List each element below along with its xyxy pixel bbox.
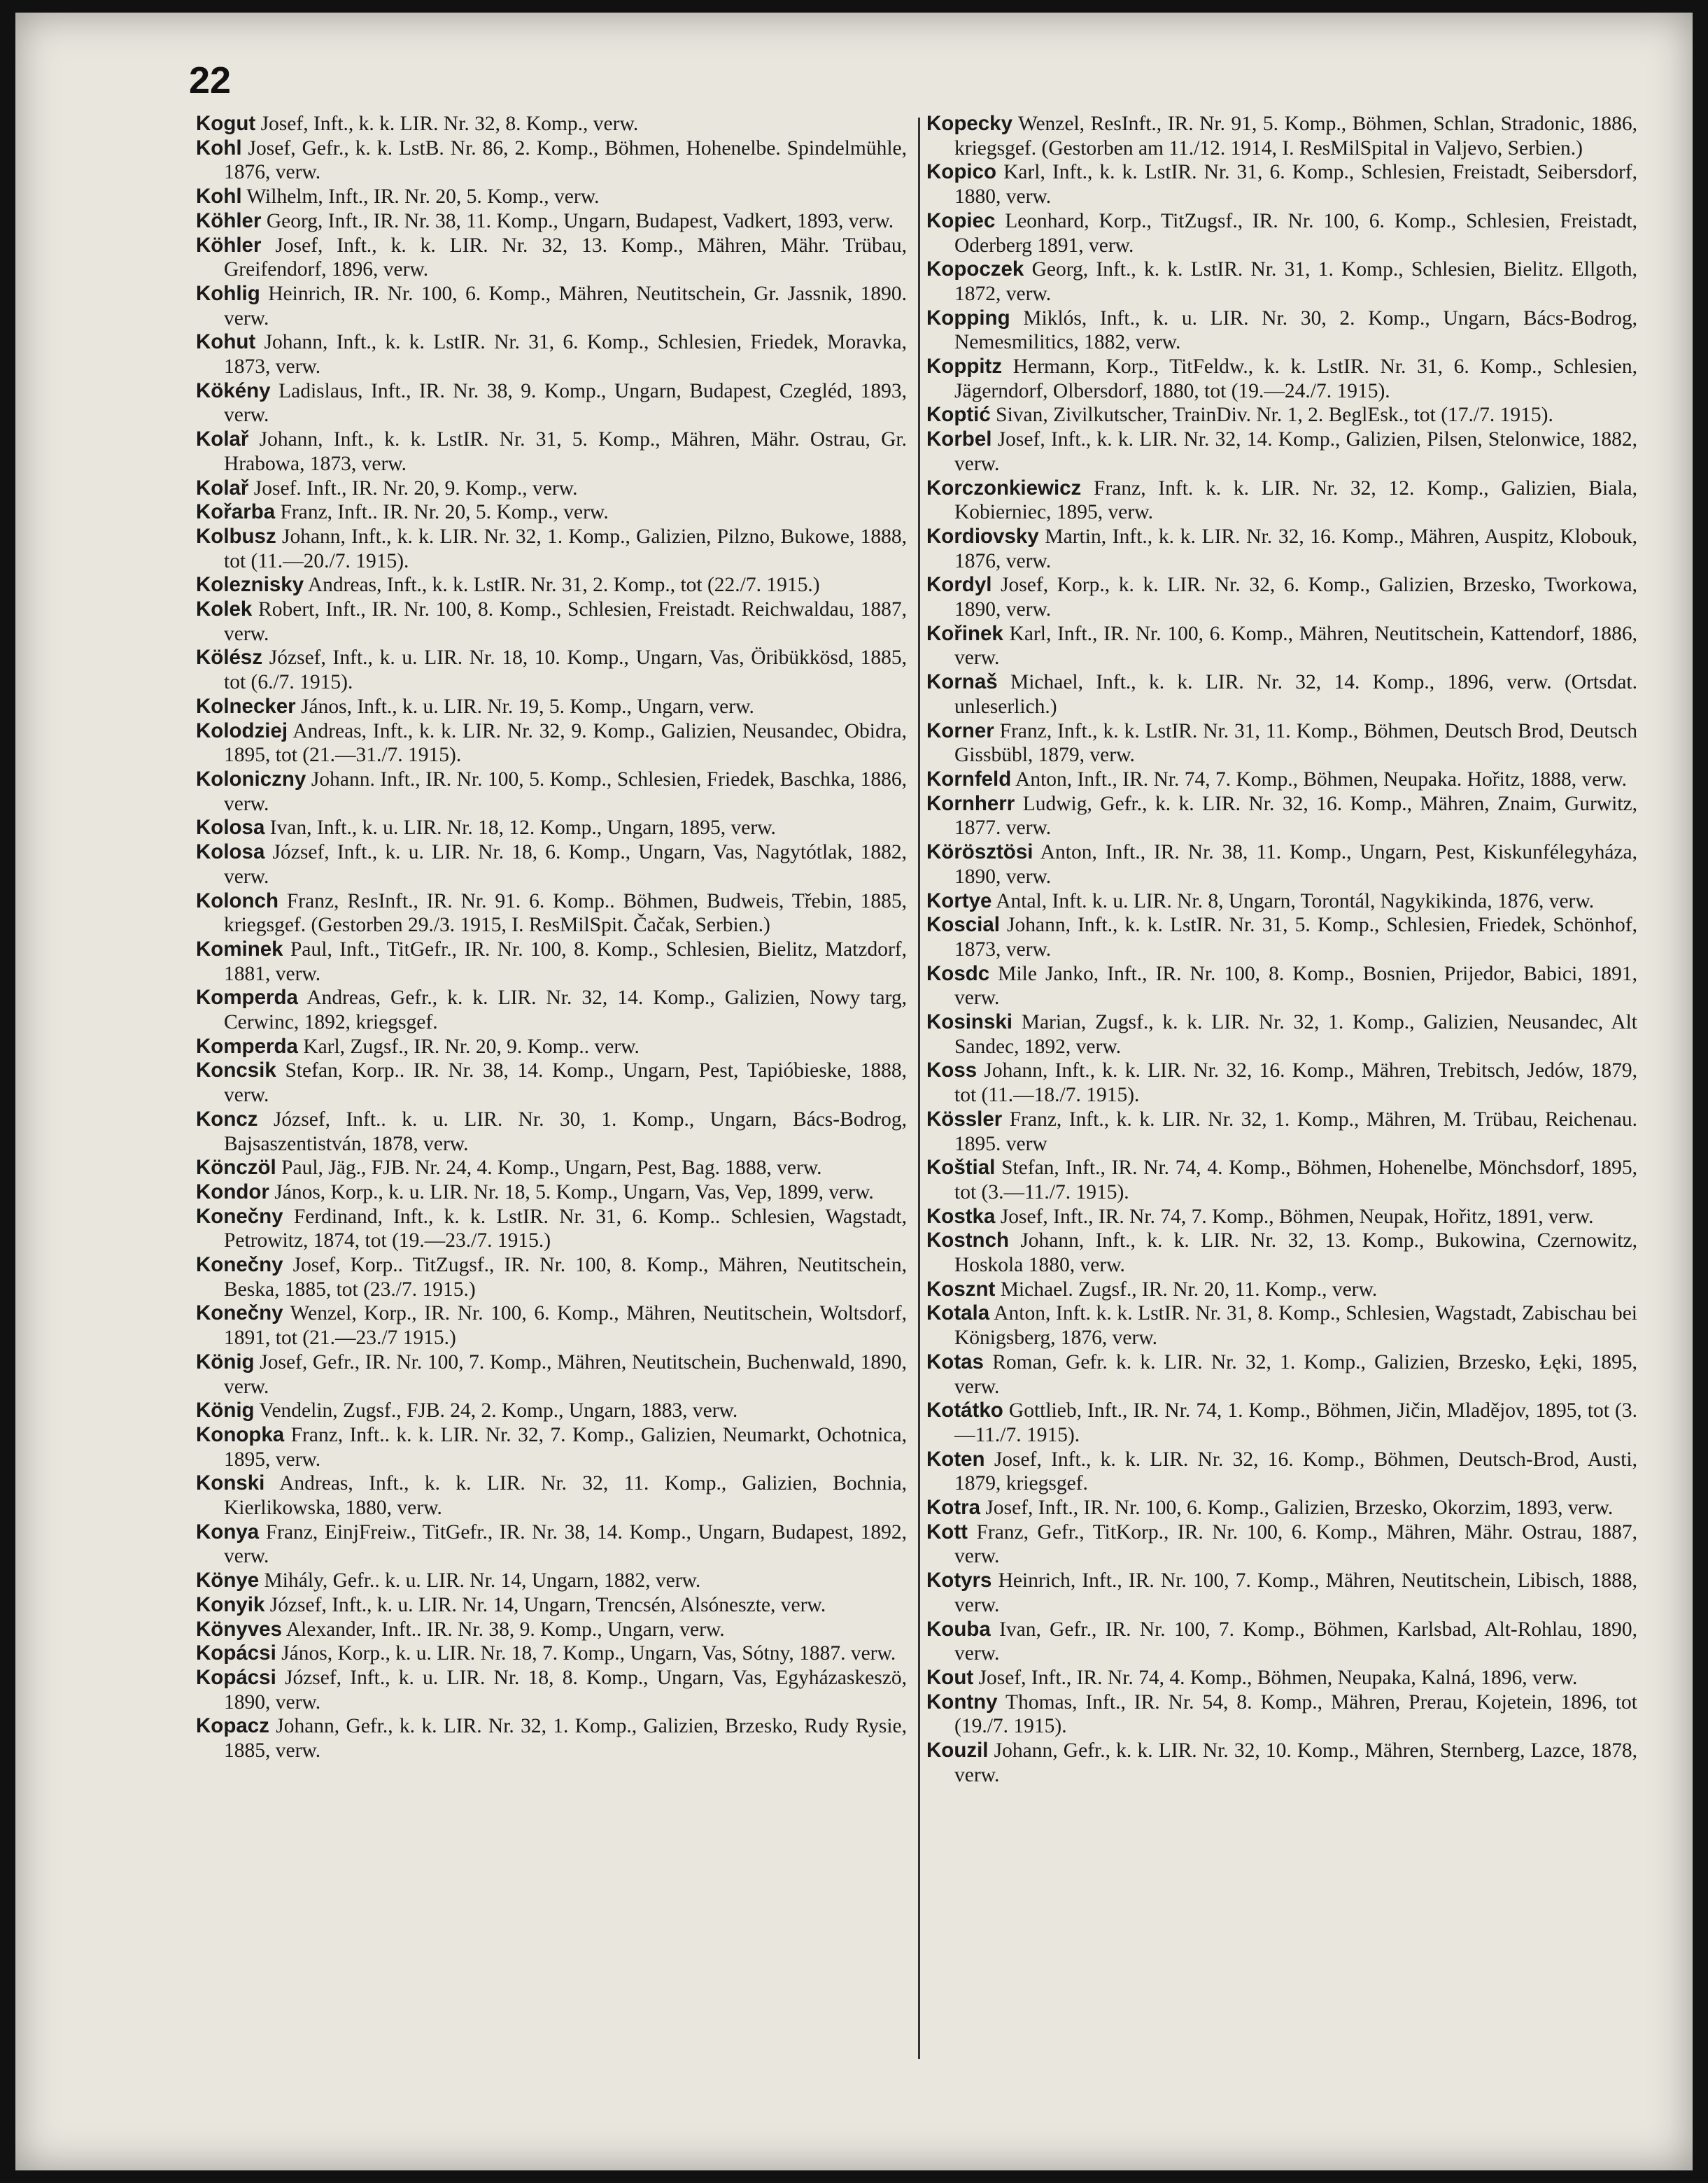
list-entry — [926, 525, 1637, 573]
entry-details: Josef, Korp.. TitZugsf., IR. Nr. 100, 8. Komp., Mähren, Neutitschein, Beska, 1885, tot (23./7. 1915.) — [224, 1254, 907, 1301]
entry-surname: Kopecky — [926, 112, 1012, 135]
entry-details: Josef, Korp., k. k. LIR. Nr. 32, 6. Komp., Galizien, Brzesko, Tworkowa, 1890, verw. — [954, 574, 1637, 621]
entry-surname: Kominek — [196, 937, 283, 961]
entry-surname: Kössler — [926, 1107, 1003, 1131]
entry-details: Leonhard, Korp., TitZugsf., IR. Nr. 100, 6. Komp., Schlesien, Freistadt, Oderberg 1891, verw. — [954, 209, 1637, 257]
entry-surname: Kopico — [926, 160, 996, 184]
list-entry — [926, 1448, 1637, 1496]
entry-details: Ivan, Gefr., IR. Nr. 100, 7. Komp., Böhmen, Karlsbad, Alt-Rohlau, 1890, verw. — [954, 1618, 1637, 1665]
entry-details: Anton, Inft., IR. Nr. 74, 7. Komp., Böhmen, Neupaka. Hořitz, 1888, verw. — [1011, 768, 1627, 791]
entry-details: Hermann, Korp., TitFeldw., k. k. LstIR. Nr. 31, 6. Komp., Schlesien, Jägerndorf, Olbersdorf, 1880, tot (19.—24./7. 1915). — [954, 355, 1637, 402]
list-entry — [926, 257, 1637, 306]
entry-surname: Kolař — [196, 428, 249, 451]
entry-details: Miklós, Inft., k. u. LIR. Nr. 30, 2. Komp., Ungarn, Bács-Bodrog, Nemesmilitics, 1882, verw. — [954, 306, 1637, 354]
list-entry — [196, 234, 907, 282]
entry-details: József, Inft., k. u. LIR. Nr. 18, 10. Komp., Ungarn, Vas, Öribükkösd, 1885, tot (6./7. 1915). — [224, 647, 907, 694]
list-entry — [196, 840, 907, 889]
entry-surname: Korbel — [926, 428, 992, 451]
entry-details: Franz, Inft.. IR. Nr. 20, 5. Komp., verw. — [275, 501, 609, 524]
entry-surname: Kostka — [926, 1204, 996, 1228]
entry-details: János, Korp., k. u. LIR. Nr. 18, 5. Komp., Ungarn, Vas, Vep, 1899, verw. — [269, 1180, 874, 1203]
entry-details: Karl, Inft., IR. Nr. 100, 6. Komp., Mähren, Neutitschein, Kattendorf, 1886, verw. — [954, 622, 1637, 670]
entry-surname: Kolař — [196, 476, 249, 500]
list-entry — [196, 428, 907, 476]
entry-surname: Kornfeld — [926, 767, 1012, 791]
entry-surname: Kopiec — [926, 209, 996, 232]
list-entry — [926, 719, 1637, 768]
entry-surname: Kolonch — [196, 889, 278, 912]
entry-surname: Kopacz — [196, 1714, 269, 1738]
entry-details: Franz, ResInft., IR. Nr. 91. 6. Komp.. Böhmen, Budweis, Třebin, 1885, kriegsgef. (Gestorben 29./3. 1915, I. ResMilSpit. Čačak, Serbien.) — [224, 889, 907, 937]
entry-details: Johann, Inft., k. k. LstIR. Nr. 31, 5. Komp., Schlesien, Friedek, Schönhof, 1873, verw. — [954, 914, 1637, 961]
list-entry — [196, 476, 907, 501]
list-entry — [196, 525, 907, 573]
column-divider — [918, 118, 920, 2059]
entry-details: Georg, Inft., IR. Nr. 38, 11. Komp., Ungarn, Budapest, Vadkert, 1893, verw. — [261, 209, 894, 232]
entry-details: Marian, Zugsf., k. k. LIR. Nr. 32, 1. Komp., Galizien, Neusandec, Alt Sandec, 1892, verw. — [954, 1011, 1637, 1058]
entry-surname: Komperda — [196, 1034, 298, 1058]
entry-details: Franz, Inft., k. k. LstIR. Nr. 31, 11. Komp., Böhmen, Deutsch Brod, Deutsch Gissbübl, 1879, verw. — [954, 719, 1637, 767]
entry-details: Michael, Inft., k. k. LIR. Nr. 32, 14. Komp., 1896, verw. (Ortsdat. unleserlich.) — [954, 671, 1637, 718]
entry-details: Anton, Inft., IR. Nr. 38, 11. Komp., Ungarn, Pest, Kiskunfélegyháza, 1890, verw. — [954, 841, 1637, 888]
list-entry — [196, 1035, 907, 1059]
entry-surname: Koten — [926, 1447, 985, 1471]
entry-details: Heinrich, IR. Nr. 100, 6. Komp., Mähren, Neutitschein, Gr. Jassnik, 1890. verw. — [224, 282, 907, 330]
list-entry — [196, 209, 907, 234]
entry-details: Josef, Gefr., k. k. LstB. Nr. 86, 2. Komp., Böhmen, Hohenelbe. Spindelmühle, 1876, verw. — [224, 136, 907, 184]
entry-details: Alexander, Inft.. IR. Nr. 38, 9. Komp., Ungarn, verw. — [281, 1618, 725, 1641]
entry-details: József, Inft., k. u. LIR. Nr. 14, Ungarn, Trencsén, Alsóneszte, verw. — [264, 1593, 826, 1616]
entry-surname: Koloniczny — [196, 767, 306, 791]
entry-surname: Koscial — [926, 913, 1000, 937]
entry-details: Paul, Inft., TitGefr., IR. Nr. 100, 8. Komp., Schlesien, Bielitz, Matzdorf, 1881, verw. — [224, 938, 907, 985]
entry-surname: Köhler — [196, 233, 262, 257]
entry-details: Franz, EinjFreiw., TitGefr., IR. Nr. 38, 14. Komp., Ungarn, Budapest, 1892, verw. — [224, 1520, 907, 1568]
entry-details: József, Inft.. k. u. LIR. Nr. 30, 1. Komp., Ungarn, Bács-Bodrog, Bajsaszentistván, 1878, verw. — [224, 1108, 907, 1155]
entry-details: Johann. Inft., IR. Nr. 100, 5. Komp., Schlesien, Friedek, Baschka, 1886, verw. — [224, 768, 907, 815]
list-entry — [926, 1108, 1637, 1156]
entry-surname: Kotyrs — [926, 1569, 992, 1592]
list-entry — [926, 1156, 1637, 1204]
list-entry — [196, 573, 907, 598]
entry-details: Andreas, Inft., k. k. LIR. Nr. 32, 11. Komp., Galizien, Bochnia, Kierlikowska, 1880, verw. — [224, 1472, 907, 1520]
entry-surname: Kolosa — [196, 816, 265, 840]
list-entry — [196, 768, 907, 816]
entry-details: Ladislaus, Inft., IR. Nr. 38, 9. Komp., Ungarn, Budapest, Czegléd, 1893, verw. — [224, 379, 907, 427]
entry-details: Franz, Inft.. k. k. LIR. Nr. 32, 7. Komp., Galizien, Neumarkt, Ochotnica, 1895, verw. — [224, 1423, 907, 1471]
list-entry — [926, 403, 1637, 428]
entry-details: Josef, Inft., k. k. LIR. Nr. 32, 8. Komp., verw. — [255, 113, 639, 135]
entry-details: Ivan, Inft., k. u. LIR. Nr. 18, 12. Komp., Ungarn, 1895, verw. — [264, 817, 776, 840]
entry-surname: Kondor — [196, 1180, 269, 1203]
entry-surname: Koštial — [926, 1156, 996, 1180]
entry-surname: Kostnch — [926, 1229, 1009, 1252]
entry-details: Josef, Inft., IR. Nr. 74, 7. Komp., Böhmen, Neupak, Hořitz, 1891, verw. — [995, 1205, 1594, 1228]
entry-details: Franz, Inft., k. k. LIR. Nr. 32, 1. Komp., Mähren, M. Trübau, Reichenau. 1895. verw — [954, 1108, 1637, 1155]
entry-details: János, Korp., k. u. LIR. Nr. 18, 7. Komp., Ungarn, Vas, Sótny, 1887. verw. — [276, 1642, 896, 1665]
list-entry — [196, 1520, 907, 1569]
entry-surname: Kotra — [926, 1496, 981, 1520]
list-entry — [196, 1399, 907, 1423]
entry-details: Josef, Inft., k. k. LIR. Nr. 32, 13. Komp., Mähren, Mähr. Trübau, Greifendorf, 1896, verw. — [224, 234, 907, 281]
list-entry — [926, 1399, 1637, 1447]
list-entry — [926, 1278, 1637, 1302]
list-entry — [926, 768, 1637, 792]
entry-details: Andreas, Inft., k. k. LstIR. Nr. 31, 2. Komp., tot (22./7. 1915.) — [304, 574, 820, 597]
entry-surname: Kolnecker — [196, 694, 296, 718]
list-entry — [196, 695, 907, 719]
list-entry — [196, 938, 907, 986]
right-column — [926, 112, 1637, 1788]
entry-details: János, Inft., k. u. LIR. Nr. 19, 5. Komp., Ungarn, verw. — [295, 695, 754, 718]
entry-surname: Korner — [926, 719, 994, 742]
entry-surname: Korczonkiewicz — [926, 476, 1082, 500]
entry-surname: Kott — [926, 1520, 968, 1543]
entry-surname: Konečny — [196, 1253, 283, 1277]
list-entry — [926, 1010, 1637, 1059]
entry-details: Gottlieb, Inft., IR. Nr. 74, 1. Komp., Böhmen, Jičin, Mladějov, 1895, tot (3.—11./7. 1915). — [954, 1399, 1637, 1446]
entry-details: Roman, Gefr. k. k. LIR. Nr. 32, 1. Komp., Galizien, Brzesko, Łęki, 1895, verw. — [954, 1350, 1637, 1398]
list-entry — [926, 112, 1637, 160]
list-entry — [926, 1059, 1637, 1107]
entry-details: Mihály, Gefr.. k. u. LIR. Nr. 14, Ungarn, 1882, verw. — [259, 1569, 701, 1592]
entry-details: Michael. Zugsf., IR. Nr. 20, 11. Komp., verw. — [995, 1278, 1378, 1301]
list-entry — [926, 622, 1637, 670]
list-entry — [926, 355, 1637, 403]
list-entry — [196, 185, 907, 209]
entry-surname: Kordyl — [926, 573, 992, 597]
entry-surname: Kouba — [926, 1617, 991, 1641]
entry-details: Antal, Inft. k. u. LIR. Nr. 8, Ungarn, Torontál, Nagykikinda, 1876, verw. — [991, 889, 1595, 912]
list-entry — [926, 1618, 1637, 1666]
list-entry — [926, 573, 1637, 621]
list-entry — [926, 1690, 1637, 1739]
entry-details: Johann, Inft., k. k. LIR. Nr. 32, 13. Komp., Bukowina, Czernowitz, Hoskola 1880, verw. — [954, 1229, 1637, 1277]
entry-surname: Kořarba — [196, 500, 276, 524]
entry-details: Wenzel, ResInft., IR. Nr. 91, 5. Komp., Böhmen, Schlan, Stradonic, 1886, kriegsgef. (Gestorben am 11./12. 1914, I. ResMilSpital in Valjevo, Serbien.) — [954, 113, 1637, 160]
entry-details: Heinrich, Inft., IR. Nr. 100, 7. Komp., Mähren, Neutitschein, Libisch, 1888, verw. — [954, 1569, 1637, 1616]
list-entry — [926, 428, 1637, 476]
entry-details: Johann, Inft., k. k. LstIR. Nr. 31, 6. Komp., Schlesien, Friedek, Moravka, 1873, verw. — [224, 331, 907, 379]
entry-details: József, Inft., k. u. LIR. Nr. 18, 6. Komp., Ungarn, Vas, Nagytótlak, 1882, verw. — [224, 841, 907, 888]
entry-details: Georg, Inft., k. k. LstIR. Nr. 31, 1. Komp., Schlesien, Bielitz. Ellgoth, 1872, verw. — [954, 258, 1637, 305]
entry-surname: König — [196, 1399, 255, 1422]
list-entry — [926, 1569, 1637, 1617]
entry-details: Josef, Inft., IR. Nr. 100, 6. Komp., Galizien, Brzesko, Okorzim, 1893, verw. — [980, 1497, 1614, 1520]
list-entry — [926, 160, 1637, 209]
entry-surname: Koss — [926, 1059, 977, 1082]
entry-surname: Koleznisky — [196, 573, 304, 597]
entry-surname: Kolek — [196, 598, 253, 621]
entry-surname: Kopácsi — [196, 1641, 276, 1665]
entry-details: Franz, Gefr., TitKorp., IR. Nr. 100, 6. Komp., Mähren, Mähr. Ostrau, 1887, verw. — [954, 1520, 1637, 1568]
list-entry — [196, 330, 907, 379]
entry-details: Johann, Inft., k. k. LIR. Nr. 32, 16. Komp., Mähren, Trebitsch, Jedów, 1879, tot (11.—18./7. 1915). — [954, 1059, 1637, 1107]
entry-surname: Kökény — [196, 379, 271, 402]
list-entry — [926, 209, 1637, 257]
list-entry — [926, 792, 1637, 840]
list-entry — [196, 379, 907, 428]
list-entry — [196, 1714, 907, 1762]
entry-surname: Kolbusz — [196, 524, 276, 548]
list-entry — [926, 889, 1637, 914]
entry-surname: Kogut — [196, 112, 256, 135]
entry-surname: Konečny — [196, 1204, 283, 1228]
entry-surname: Kolosa — [196, 840, 265, 864]
entry-details: Josef, Gefr., IR. Nr. 100, 7. Komp., Mähren, Neutitschein, Buchenwald, 1890, verw. — [224, 1350, 907, 1398]
entry-surname: Kolodziej — [196, 719, 288, 742]
entry-surname: Kotala — [926, 1301, 990, 1325]
entry-surname: Kornherr — [926, 791, 1015, 815]
list-entry — [196, 889, 907, 938]
entry-surname: Kopácsi — [196, 1666, 276, 1689]
list-entry — [196, 646, 907, 694]
list-entry — [196, 1156, 907, 1180]
entry-details: Karl, Zugsf., IR. Nr. 20, 9. Komp.. verw. — [297, 1035, 640, 1058]
list-entry — [926, 1666, 1637, 1690]
entry-details: Johann, Inft., k. k. LIR. Nr. 32, 1. Komp., Galizien, Pilzno, Bukowe, 1888, tot (11.—20./7. 1915). — [224, 525, 907, 572]
entry-details: Andreas, Inft., k. k. LIR. Nr. 32, 9. Komp., Galizien, Neusandec, Obidra, 1895, tot (21.—31./7. 1915). — [224, 719, 907, 767]
entry-surname: Kordiovsky — [926, 524, 1039, 548]
list-entry — [196, 1471, 907, 1520]
list-entry — [926, 1496, 1637, 1520]
entry-surname: Kotátko — [926, 1399, 1003, 1422]
list-entry — [196, 1569, 907, 1593]
entry-surname: Kohut — [196, 330, 256, 354]
entry-surname: Kotas — [926, 1350, 984, 1373]
entry-details: Ferdinand, Inft., k. k. LstIR. Nr. 31, 6. Komp.. Schlesien, Wagstadt, Petrowitz, 1874, tot (19.—23./7. 1915.) — [224, 1205, 907, 1252]
entry-surname: Kohlig — [196, 281, 260, 305]
entry-surname: Koncz — [196, 1107, 258, 1131]
entry-details: Johann, Gefr., k. k. LIR. Nr. 32, 1. Komp., Galizien, Brzesko, Rudy Rysie, 1885, verw. — [224, 1715, 907, 1762]
list-entry — [196, 1666, 907, 1714]
list-entry — [196, 1180, 907, 1205]
list-entry — [926, 1229, 1637, 1277]
entry-surname: Konski — [196, 1471, 265, 1495]
list-entry — [926, 670, 1637, 719]
entry-surname: Komperda — [196, 986, 298, 1010]
list-entry — [196, 1618, 907, 1642]
list-entry — [196, 1350, 907, 1399]
list-entry — [196, 719, 907, 768]
list-entry — [926, 962, 1637, 1010]
entry-details: Josef, Inft., IR. Nr. 74, 4. Komp., Böhmen, Neupaka, Kalná, 1896, verw. — [973, 1667, 1578, 1689]
entry-surname: Koptić — [926, 403, 991, 427]
list-entry — [196, 1108, 907, 1156]
entry-details: Andreas, Gefr., k. k. LIR. Nr. 32, 14. Komp., Galizien, Nowy targ, Cerwinc, 1892, kriegsgef. — [224, 987, 907, 1034]
list-entry — [196, 136, 907, 185]
entry-surname: Kouzil — [926, 1739, 989, 1762]
entry-surname: Körösztösi — [926, 840, 1033, 864]
entry-details: Paul, Jäg., FJB. Nr. 24, 4. Komp., Ungarn, Pest, Bag. 1888, verw. — [276, 1157, 822, 1180]
list-entry — [196, 1205, 907, 1253]
entry-details: Stefan, Korp.. IR. Nr. 38, 14. Komp., Ungarn, Pest, Tapióbieske, 1888, verw. — [224, 1059, 907, 1107]
entry-surname: Kosznt — [926, 1277, 996, 1301]
entry-surname: König — [196, 1350, 255, 1373]
list-entry — [926, 476, 1637, 525]
entry-surname: Kopoczek — [926, 257, 1024, 281]
entry-surname: Kohl — [196, 136, 242, 160]
entry-details: Josef, Inft., k. k. LIR. Nr. 32, 14. Komp., Galizien, Pilsen, Stelonwice, 1882, verw. — [954, 428, 1637, 475]
page-number: 22 — [189, 59, 232, 101]
list-entry — [196, 282, 907, 330]
list-entry — [196, 112, 907, 136]
entry-details: Anton, Inft. k. k. LstIR. Nr. 31, 8. Komp., Schlesien, Wagstadt, Zabischau bei Königsberg, 1876, verw. — [954, 1302, 1637, 1350]
list-entry — [926, 1520, 1637, 1569]
entry-surname: Kölész — [196, 646, 263, 670]
entry-surname: Konečny — [196, 1301, 283, 1325]
list-entry — [926, 1205, 1637, 1229]
list-entry — [196, 1593, 907, 1618]
entry-surname: Kosdc — [926, 961, 990, 985]
list-entry — [926, 840, 1637, 889]
entry-details: Sivan, Zivilkutscher, TrainDiv. Nr. 1, 2. BeglEsk., tot (17./7. 1915). — [990, 404, 1553, 427]
document-page — [15, 13, 1693, 2170]
entry-details: Karl, Inft., k. k. LstIR. Nr. 31, 6. Komp., Schlesien, Freistadt, Seibersdorf, 1880, verw. — [954, 161, 1637, 209]
entry-details: Johann, Gefr., k. k. LIR. Nr. 32, 10. Komp., Mähren, Sternberg, Lazce, 1878, verw. — [954, 1739, 1637, 1786]
entry-details: Robert, Inft., IR. Nr. 100, 8. Komp., Schlesien, Freistadt. Reichwaldau, 1887, verw. — [224, 598, 907, 645]
left-column — [196, 112, 907, 1763]
entry-details: Stefan, Inft., IR. Nr. 74, 4. Komp., Böhmen, Hohenelbe, Mönchsdorf, 1895, tot (3.—11./7. 1915). — [954, 1157, 1637, 1203]
entry-surname: Könczöl — [196, 1156, 276, 1180]
list-entry — [196, 1641, 907, 1666]
entry-details: József, Inft., k. u. LIR. Nr. 18, 8. Komp., Ungarn, Vas, Egyházaskeszö, 1890, verw. — [224, 1667, 907, 1714]
entry-surname: Koppitz — [926, 355, 1003, 379]
list-entry — [196, 1301, 907, 1350]
entry-surname: Konyik — [196, 1592, 265, 1616]
list-entry — [196, 816, 907, 840]
list-entry — [196, 598, 907, 646]
list-entry — [926, 1301, 1637, 1350]
list-entry — [196, 986, 907, 1034]
entry-details: Vendelin, Zugsf., FJB. 24, 2. Komp., Ungarn, 1883, verw. — [254, 1399, 738, 1422]
entry-details: Ludwig, Gefr., k. k. LIR. Nr. 32, 16. Komp., Mähren, Znaim, Gurwitz, 1877. verw. — [954, 792, 1637, 840]
entry-details: Josef, Inft., k. k. LIR. Nr. 32, 16. Komp., Böhmen, Deutsch-Brod, Austi, 1879, kriegsgef. — [954, 1448, 1637, 1495]
list-entry — [196, 1253, 907, 1301]
entry-details: Thomas, Inft., IR. Nr. 54, 8. Komp., Mähren, Prerau, Kojetein, 1896, tot (19./7. 1915). — [954, 1690, 1637, 1738]
entry-surname: Könyves — [196, 1617, 282, 1641]
entry-details: Wilhelm, Inft., IR. Nr. 20, 5. Komp., verw. — [241, 185, 600, 209]
entry-surname: Kontny — [926, 1690, 998, 1714]
list-entry — [926, 306, 1637, 355]
entry-surname: Kohl — [196, 185, 242, 209]
entry-surname: Kořinek — [926, 621, 1003, 645]
list-entry — [196, 1423, 907, 1471]
entry-details: Mile Janko, Inft., IR. Nr. 100, 8. Komp., Bosnien, Prijedor, Babici, 1891, verw. — [954, 962, 1637, 1010]
entry-details: Wenzel, Korp., IR. Nr. 100, 6. Komp., Mähren, Neutitschein, Woltsdorf, 1891, tot (21.—23./7 1915.) — [224, 1302, 907, 1350]
entry-details: Franz, Inft. k. k. LIR. Nr. 32, 12. Komp., Galizien, Biala, Kobierniec, 1895, verw. — [954, 476, 1637, 524]
entry-details: Martin, Inft., k. k. LIR. Nr. 32, 16. Komp., Mähren, Auspitz, Klobouk, 1876, verw. — [954, 525, 1637, 572]
list-entry — [196, 1059, 907, 1107]
entry-surname: Kout — [926, 1666, 974, 1689]
list-entry — [196, 500, 907, 525]
entry-surname: Kornaš — [926, 670, 998, 694]
entry-surname: Könye — [196, 1569, 260, 1592]
entry-surname: Köhler — [196, 209, 262, 232]
entry-details: Josef. Inft., IR. Nr. 20, 9. Komp., verw. — [248, 476, 578, 500]
list-entry — [926, 1350, 1637, 1399]
list-entry — [926, 913, 1637, 961]
entry-surname: Kopping — [926, 306, 1010, 330]
entry-surname: Kosinski — [926, 1010, 1012, 1034]
list-entry — [926, 1739, 1637, 1787]
entry-details: Johann, Inft., k. k. LstIR. Nr. 31, 5. Komp., Mähren, Mähr. Ostrau, Gr. Hrabowa, 1873, verw. — [224, 428, 907, 475]
entry-surname: Konya — [196, 1520, 260, 1543]
entry-surname: Kortye — [926, 889, 992, 912]
entry-surname: Koncsik — [196, 1059, 276, 1082]
entry-surname: Konopka — [196, 1422, 285, 1446]
